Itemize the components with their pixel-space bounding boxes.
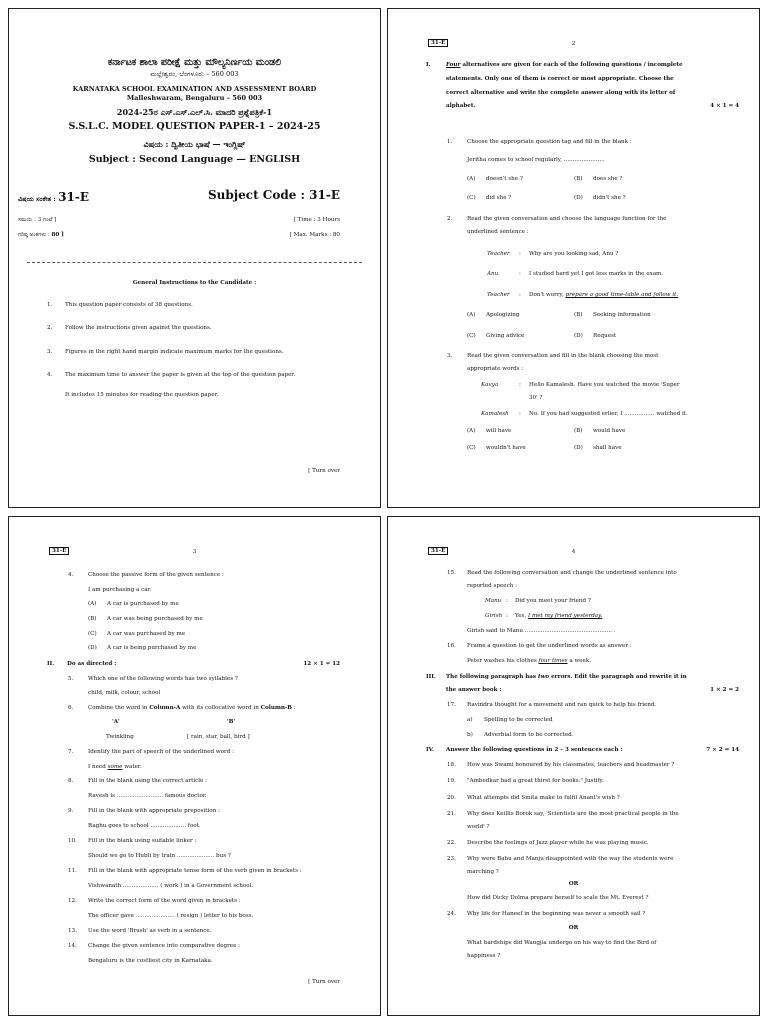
question-text: Write the correct form of the word given in brackets :: [88, 898, 241, 904]
question-text: Change the given sentence into comparative degree :: [88, 943, 241, 949]
question-text: Choose the appropriate question tag and fill in the blank :: [467, 139, 632, 145]
dialogue-line: Did you meet your friend ?: [515, 598, 591, 604]
section-text: alternatives are given for each of the following questions / incomplete: [460, 62, 683, 68]
speaker: Anu: [487, 271, 499, 277]
speaker: Teacher: [487, 292, 510, 298]
option-text: would have: [593, 428, 626, 434]
dialogue-text: Don't worry,: [529, 292, 566, 298]
text: Yes,: [515, 613, 528, 619]
question-text: world' ?: [467, 824, 490, 830]
question-text: reported speech :: [467, 583, 517, 589]
option-text: will have: [486, 428, 512, 434]
option-text: does she ?: [593, 176, 623, 182]
option-text: Giving advice: [486, 333, 525, 339]
dialogue-line: 30' ?: [529, 395, 543, 401]
kn-subject: ವಿಷಯ : ದ್ವಿತೀಯ ಭಾಷೆ — ಇಂಗ್ಲಿಷ್: [143, 139, 246, 149]
question-number: 22.: [447, 840, 456, 846]
underlined-sentence: I met my friend yesterday.: [527, 613, 603, 619]
option-letter: (C): [467, 333, 476, 339]
column-a-word: Twinkling: [106, 734, 134, 740]
kn-marks-value: 80 ]: [51, 232, 64, 238]
option-letter: (B): [574, 428, 583, 434]
option-text: Seeking information: [593, 312, 651, 318]
paper-title: S.S.L.C. MODEL QUESTION PAPER-1 – 2024-25: [68, 121, 321, 132]
underlined-words: four times: [538, 658, 568, 664]
kn-board-address: ಮಲ್ಲೇಶ್ವರಂ, ಬೆಂಗಳೂರು – 560 003: [150, 70, 239, 78]
kn-board-name: ಕರ್ನಾಟಕ ಶಾಲಾ ಪರೀಕ್ಷೆ ಮತ್ತು ಮೌಲ್ಯನಿರ್ಣಯ ಮಂಡಲಿ: [107, 57, 282, 68]
question-text: Describe the feelings of Jazz player while he was playing music.: [467, 840, 649, 846]
option-letter: (B): [574, 176, 583, 182]
kn-subject-code: [18, 190, 89, 204]
question-line: Raghu goes to school .................... foot.: [88, 823, 201, 829]
text: I need: [88, 764, 108, 770]
instructions-title: General Instructions to the Candidate :: [132, 280, 257, 286]
question-text: Identify the part of speech of the underlined word :: [88, 749, 234, 755]
question-number: 2.: [447, 216, 453, 222]
option-letter: (A): [88, 601, 97, 607]
question-line: Vishwanath .................... ( work ) in a Government school.: [88, 883, 254, 889]
section-text: alphabet.: [446, 103, 476, 109]
question-text: Ravindra thought for a movement and ran quick to help his friend.: [467, 702, 657, 708]
question-line: Ravesh is .......................... famous doctor.: [88, 793, 207, 799]
option-letter: (C): [88, 631, 97, 637]
kn-marks-label: ಗರಿಷ್ಠ ಅಂಕಗಳು :: [18, 232, 50, 238]
option-letter: (D): [574, 195, 583, 201]
text: errors. Edit the paragraph and rewrite it in: [549, 674, 687, 680]
section-text: correct alternative and write the complete answer along with its letter of: [446, 90, 676, 96]
time: [ Time : 3 Hours: [293, 217, 340, 223]
question-number: 23.: [447, 856, 456, 862]
question-number: 20.: [447, 795, 456, 801]
option-letter: (D): [88, 645, 97, 651]
question-number: 13.: [68, 928, 77, 934]
section-title: the answer book :: [446, 687, 502, 693]
dialogue-line: I studied hard yet I got less marks in the exam.: [529, 271, 664, 277]
dialogue-line: [515, 613, 602, 620]
question-line: child, milk, colour, school: [88, 690, 161, 696]
question-number: 12.: [68, 898, 77, 904]
board-name: KARNATAKA SCHOOL EXAMINATION AND ASSESSMENT BOARD: [72, 85, 317, 93]
page-number: 4: [571, 549, 576, 555]
text: with its collocative word in: [180, 705, 261, 711]
question-number: 1.: [447, 139, 453, 145]
emph-word: two: [538, 674, 550, 680]
speaker: Kavya: [481, 382, 499, 388]
section-text: statements. Only one of them is correct or most appropriate. Choose the: [446, 76, 674, 82]
option-text: Apologizing: [486, 312, 520, 318]
question-number: 24.: [447, 911, 456, 917]
subject-code: Subject Code : 31-E: [208, 188, 340, 202]
question-line: Bengaluru is the costliest city in Karnataka.: [88, 958, 213, 964]
question-text: [88, 705, 296, 712]
question-line: The officer gave ...................... ( resign ) letter to his boss.: [88, 913, 254, 919]
paper-code-box: 31-E: [49, 547, 69, 555]
question-text: Fill in the blank using the correct article :: [88, 778, 208, 784]
option-text: doesn't she ?: [486, 176, 523, 182]
instruction-note: It includes 15 minutes for reading the question paper.: [65, 392, 219, 398]
kn-code-value: 31-E: [58, 190, 89, 204]
option-text: wouldn't have: [486, 445, 526, 451]
option-text: didn't she ?: [593, 195, 626, 201]
underlined-sentence: prepare a good time-table and follow it.: [565, 292, 679, 298]
question-line: [88, 764, 142, 771]
question-number: 7.: [68, 749, 74, 755]
board-address: Malleshwaram, Bengaluru – 560 003: [126, 94, 263, 102]
question-number: 3.: [447, 353, 453, 359]
page-2: 31-E 2 I. Four alternatives are given for each of the following questions / incomplete statements. Only one of them is correct or most appropriate. Choose the correct alternative and write the complete answer along with its letter of alphabet. 4 × 1 = 4 1. Choose the appropriate question tag and fill in the blank : Jeritha comes to school regularly, ....................... (A) doesn't she ? (B) does she ? (C) did she ? (D) didn't she ? 2. Read the given conversation and choose the language function for the underlined sentence : Teacher : Why are you looking sad, Anu ? Anu : I studied hard yet I got less marks in the exam. Teacher : Don't worry, prepare a good time-table and follow it. (A) Apologizing (B) Seeking information (C) Giving advice (D) Request 3. Read the given conversation and fill in the blank choosing the most appropriate words : Kavya : Hello Kamalesh. Have you watched the movie 'Super 30' ? Kamalesh : No. If you had suggested erlier, I ................. watched it. (A) will have (B) would have (C) wouldn't have (D) shall have: [387, 8, 760, 508]
question-text: How was Swami honoured by his classmates, teachers and headmaster ?: [467, 762, 675, 768]
question-text: Fill in the blank using suitable linker :: [88, 838, 197, 844]
question-text: Fill in the blank with appropriate tense form of the verb given in brackets :: [88, 868, 302, 874]
sub-letter: b): [467, 732, 473, 738]
question-text: Which one of the following words has two syllables ?: [88, 676, 238, 682]
subject: Subject : Second Language — ENGLISH: [88, 154, 301, 165]
question-text: Why does Keillis Borok say, 'Scientists are the most practical people in the: [467, 811, 679, 817]
section-title: [446, 674, 687, 681]
option-letter: (B): [574, 312, 583, 318]
page-number: 2: [571, 41, 576, 47]
question-line: I am purchasing a car.: [88, 587, 152, 593]
question-line: Girish said to Manu ................................................. .: [467, 628, 616, 634]
kn-marks: [18, 232, 64, 239]
emph-word: Four: [446, 62, 461, 68]
question-text: Why life for Haneef in the beginning was never a smooth sail ?: [467, 911, 646, 917]
text: Column-B: [260, 705, 292, 711]
option-text: shall have: [593, 445, 622, 451]
turn-over: [ Turn over: [308, 468, 340, 474]
question-text: Read the following conversation and change the underlined sentence into: [467, 570, 677, 576]
section-title: Answer the following questions in 2 – 3 sentences each :: [446, 747, 623, 753]
option-text: did she ?: [486, 195, 512, 201]
option-letter: (A): [467, 428, 476, 434]
question-number: 15.: [447, 570, 456, 576]
question-text: marching ?: [467, 869, 499, 875]
question-number: 16.: [447, 643, 456, 649]
option-letter: (A): [467, 312, 476, 318]
dialogue-line: No. If you had suggested erlier, I ................. watched it.: [529, 411, 688, 417]
column-b-choices: [ rain, star, ball, bird ]: [187, 734, 250, 740]
column-a-header: 'A': [112, 719, 120, 725]
question-number: 11.: [68, 868, 77, 874]
instruction-text: Follow the instructions given against the questions.: [65, 325, 212, 331]
text: The following paragraph has: [446, 674, 539, 680]
question-number: 17.: [447, 702, 456, 708]
option-letter: (D): [574, 445, 583, 451]
option-text: A car is being purchased by me: [107, 645, 197, 651]
sub-text: Adverbial form to be corrected.: [484, 732, 574, 738]
option-text: Request: [593, 333, 617, 339]
instruction-num: 4.: [47, 372, 53, 378]
dialogue-line: Hello Kamalesh. Have you watched the movie 'Super: [529, 382, 680, 388]
speaker: Girish: [485, 613, 503, 619]
question-text: Use the word 'Brush' as verb in a sentence.: [88, 928, 212, 934]
kn-code-label: ವಿಷಯ ಸಂಕೇತ :: [18, 195, 56, 203]
option-letter: (B): [88, 616, 97, 622]
question-text: What hardships did Wangjia undergo on his way to find the Bird of: [467, 940, 657, 946]
paper-code-box: 31-E: [428, 39, 448, 47]
question-text: underlined sentence :: [467, 229, 529, 235]
question-text: Why were Babu and Manju disappointed with the way the students were: [467, 856, 674, 862]
section-marks: 4 × 1 = 4: [710, 103, 739, 109]
option-letter: (D): [574, 333, 583, 339]
max-marks: [ Max. Marks : 80: [289, 232, 340, 238]
question-number: 9.: [68, 808, 74, 814]
sub-text: Spelling to be corrected: [484, 717, 553, 723]
dialogue-line: [529, 292, 678, 299]
underlined-word: some: [107, 764, 123, 770]
text: Peter washes his clothes: [467, 658, 539, 664]
question-line: [467, 658, 591, 665]
question-line: Should we go to Hubli by train ..................... bus ?: [88, 853, 231, 859]
or-divider: OR: [568, 881, 579, 887]
option-letter: (C): [467, 445, 476, 451]
instruction-num: 3.: [47, 349, 53, 355]
instruction-num: 1.: [47, 302, 53, 308]
speaker: Teacher: [487, 251, 510, 257]
question-number: 8.: [68, 778, 74, 784]
section-number: II.: [47, 661, 55, 667]
page-number: 3: [192, 549, 197, 555]
section-number: IV.: [426, 747, 434, 753]
text: Combine the word in: [88, 705, 150, 711]
option-text: A car is purchased by me: [107, 601, 179, 607]
section-marks: 12 × 1 = 12: [303, 661, 340, 667]
instruction-num: 2.: [47, 325, 53, 331]
question-text: Read the given conversation and fill in the blank choosing the most: [467, 353, 659, 359]
question-text: happiness ?: [467, 953, 501, 959]
text: a week.: [567, 658, 592, 664]
question-number: 21.: [447, 811, 456, 817]
section-number: I.: [426, 62, 431, 68]
question-text: appropriate words :: [467, 366, 524, 372]
question-number: 14.: [68, 943, 77, 949]
dialogue-line: Why are you looking sad, Anu ?: [529, 251, 619, 257]
question-line: Jeritha comes to school regularly, .......................: [467, 157, 605, 163]
text: Column-A: [149, 705, 181, 711]
turn-over: [ Turn over: [308, 979, 340, 985]
question-text: How did Dicky Dolma prepare herself to scale the Mt. Everest ?: [467, 895, 649, 901]
kn-paper-title: 2024-25ರ ಎಸ್.ಎಸ್.ಎಲ್.ಸಿ. ಮಾದರಿ ಪ್ರಶ್ನೆಪತ್ರಿಕೆ-1: [116, 107, 273, 117]
section-marks: 7 × 2 = 14: [706, 747, 739, 753]
divider: [27, 262, 362, 263]
question-text: Fill in the blank with appropriate preposition :: [88, 808, 220, 814]
section-instruction: [446, 62, 683, 69]
sub-letter: a): [467, 717, 473, 723]
section-title: Do as directed :: [67, 661, 117, 667]
option-text: A car was purchased by me: [107, 631, 186, 637]
text: water.: [122, 764, 142, 770]
question-number: 4.: [68, 572, 74, 578]
column-b-header: 'B': [227, 719, 236, 725]
instruction-text: The maximum time to answer the paper is given at the top of the question paper.: [65, 372, 296, 378]
option-letter: (A): [467, 176, 476, 182]
page-3: [8, 516, 381, 1016]
page-1-cover: [8, 8, 381, 508]
speaker: Kamalesh: [481, 411, 509, 417]
kn-time: ಸಮಯ : 3 ಗಂಟೆ ]: [18, 217, 57, 223]
question-number: 6.: [68, 705, 74, 711]
page-4: 31-E 4 15. Read the following conversation and change the underlined sentence into reported speech : Manu : Did you meet your friend ? Girish : Yes, I met my friend yesterday. Girish said to Manu ................................................. . 16. Frame a question to get the underlined words as answer : Peter washes his clothes four times a week. III. The following paragraph has two errors. Edit the paragraph and rewrite it in the answer book : 1 × 2 = 2 17. Ravindra thought for a movement and ran quick to help his friend. a) Spelling to be corrected b) Adverbial form to be corrected. IV. Answer the following questions in 2 – 3 sentences each : 7 × 2 = 14 18. How was Swami honoured by his classmates, teachers and headmaster ? 19. "Ambedkar had a great thirst for books." Justify. 20. What attempts did Smita make to fulfil Anant's wish ? 21. Why does Keillis Borok say, 'Scientists are the most practical people in the world' ? 22. Describe the feelings of Jazz player while he was playing music. 23. Why were Babu and Manju disappointed with the way the students were marching ? OR How did Dicky Dolma prepare herself to scale the Mt. Everest ? 24. Why life for Haneef in the beginning was never a smooth sail ? OR What hardships did Wangjia undergo on his way to find the Bird of happiness ?: [387, 516, 760, 1016]
option-letter: (C): [467, 195, 476, 201]
or-divider: OR: [568, 925, 579, 931]
question-text: Choose the passive form of the given sentence :: [88, 572, 224, 578]
instruction-text: Figures in the right hand margin indicate maximum marks for the questions.: [65, 349, 284, 355]
speaker: Manu: [485, 598, 502, 604]
question-number: 18.: [447, 762, 456, 768]
option-text: A car was being purchased by me: [107, 616, 203, 622]
question-text: What attempts did Smita make to fulfil Anant's wish ?: [467, 795, 620, 801]
section-marks: 1 × 2 = 2: [710, 687, 739, 693]
question-number: 10.: [68, 838, 77, 844]
instruction-text: This question paper consists of 38 questions.: [65, 302, 193, 308]
question-text: "Ambedkar had a great thirst for books." Justify.: [467, 778, 604, 784]
question-number: 19.: [447, 778, 456, 784]
section-number: III.: [426, 674, 436, 680]
text: :: [292, 705, 296, 711]
question-number: 5.: [68, 676, 74, 682]
question-text: Read the given conversation and choose the language function for the: [467, 216, 667, 222]
paper-code-box: 31-E: [428, 547, 448, 555]
question-text: Frame a question to get the underlined words as answer :: [467, 643, 632, 649]
